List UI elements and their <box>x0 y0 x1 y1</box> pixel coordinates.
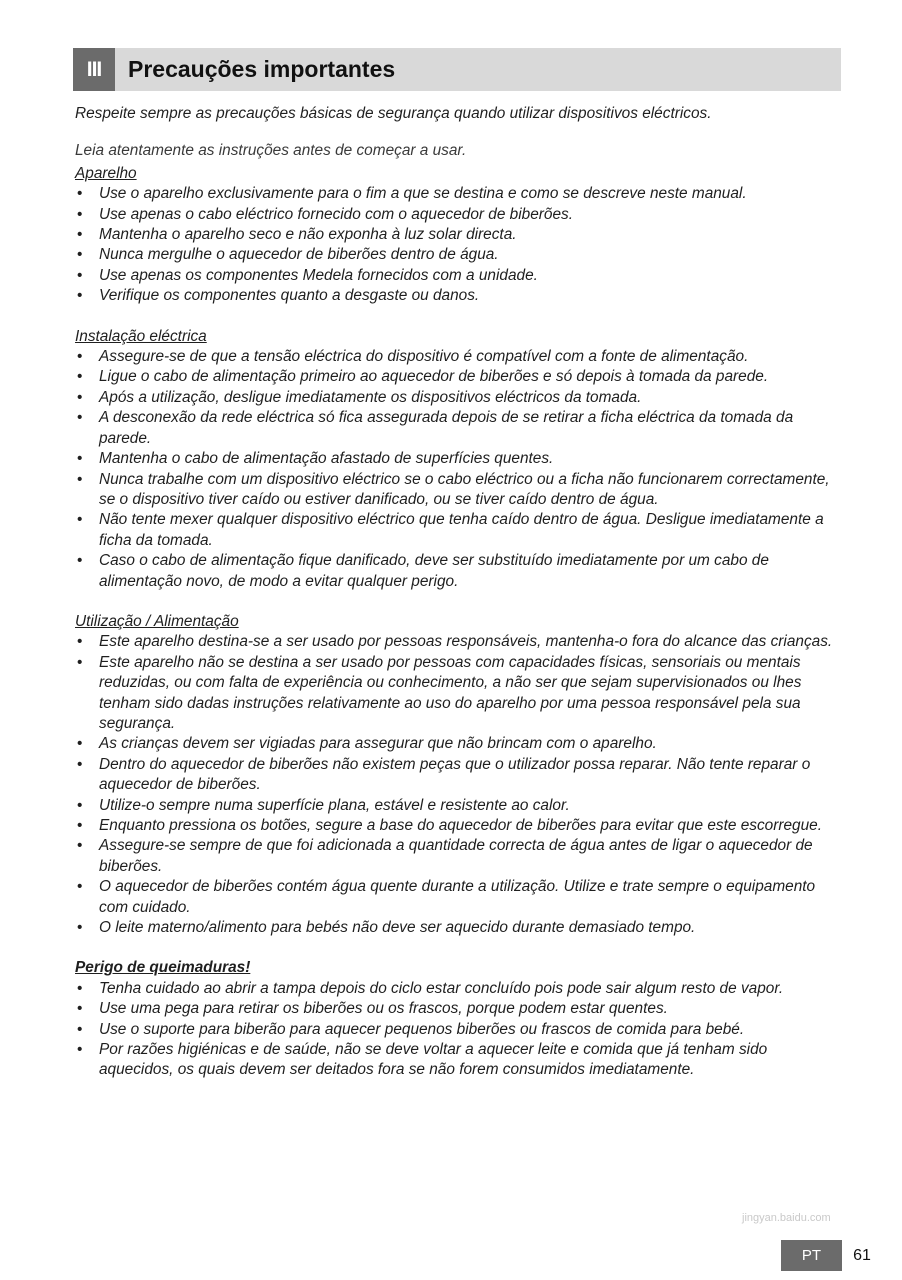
list-item: • Caso o cabo de alimentação fique danificado, deve ser substituído imediatamente por um cabo de alimentação novo, de modo a evitar qualquer perigo. <box>75 551 845 592</box>
intro-text: Respeite sempre as precauções básicas de segurança quando utilizar dispositivos eléctricos. <box>75 105 712 122</box>
list-item: • Por razões higiénicas e de saúde, não se deve voltar a aquecer leite e comida que já tenham sido aquecidos, os quais devem ser deitados fora se não forem consumidos imediatamente. <box>75 1040 845 1081</box>
list-item: • O aquecedor de biberões contém água quente durante a utilização. Utilize e trate sempre o equipamento com cuidado. <box>75 877 845 918</box>
list-item: • Use uma pega para retirar os biberões ou os frascos, porque podem estar quentes. <box>75 999 845 1019</box>
bullet-list <box>75 184 845 306</box>
list-item: • Não tente mexer qualquer dispositivo eléctrico que tenha caído dentro de água. Desligue imediatamente a ficha da tomada. <box>75 510 845 551</box>
list-item: • Verifique os componentes quanto a desgaste ou danos. <box>75 286 845 306</box>
list-item: • Assegure-se de que a tensão eléctrica do dispositivo é compatível com a fonte de alimentação. <box>75 347 845 367</box>
list-item: • Este aparelho não se destina a ser usado por pessoas com capacidades físicas, sensoriais ou mentais reduzidas, ou com falta de experiência ou conhecimento, a não ser que sejam supervisionados ou lhes tenham sido dadas instruções relativamente ao uso do aparelho por uma pessoa responsável pela sua segurança. <box>75 653 845 735</box>
list-item: • Ligue o cabo de alimentação primeiro ao aquecedor de biberões e só depois à tomada da parede. <box>75 367 845 387</box>
list-item: • Mantenha o aparelho seco e não exponha à luz solar directa. <box>75 225 845 245</box>
list-item: • Use o suporte para biberão para aquecer pequenos biberões ou frascos de comida para bebé. <box>75 1020 845 1040</box>
section-aparelho <box>75 164 845 307</box>
list-item: • Mantenha o cabo de alimentação afastado de superfícies quentes. <box>75 449 845 469</box>
section-perigo-queimaduras <box>75 958 845 1080</box>
list-item: • Enquanto pressiona os botões, segure a base do aquecedor de biberões para evitar que este escorregue. <box>75 816 845 836</box>
section-title: Instalação eléctrica <box>75 327 207 345</box>
document-body <box>75 100 845 1081</box>
intro-text-2: Leia atentamente as instruções antes de começar a usar. <box>75 142 467 160</box>
section-title: Utilização / Alimentação <box>75 612 239 630</box>
section-number: III <box>73 48 115 91</box>
list-item: • Assegure-se sempre de que foi adicionada a quantidade correcta de água antes de ligar o aquecedor de biberões. <box>75 836 845 877</box>
page-title: Precauções importantes <box>128 56 396 82</box>
list-item: • Use o aparelho exclusivamente para o fim a que se destina e como se descreve neste manual. <box>75 184 845 204</box>
language-tag: PT <box>781 1240 842 1271</box>
list-item: • A desconexão da rede eléctrica só fica assegurada depois de se retirar a ficha eléctrica da tomada da parede. <box>75 408 845 449</box>
list-item: • Nunca mergulhe o aquecedor de biberões dentro de água. <box>75 245 845 265</box>
section-title: Perigo de queimaduras! <box>75 959 251 977</box>
bullet-list <box>75 632 845 938</box>
section-instalacao-electrica <box>75 327 845 592</box>
section-utilizacao-alimentacao <box>75 612 845 939</box>
list-item: • Após a utilização, desligue imediatamente os dispositivos eléctricos da tomada. <box>75 388 845 408</box>
list-item: • As crianças devem ser vigiadas para assegurar que não brincam com o aparelho. <box>75 734 845 754</box>
list-item: • Este aparelho destina-se a ser usado por pessoas responsáveis, mantenha-o fora do alcance das crianças. <box>75 632 845 652</box>
watermark: jingyan.baidu.com <box>742 1212 831 1224</box>
section-header <box>73 48 841 91</box>
section-title: Aparelho <box>75 164 137 182</box>
bullet-list <box>75 979 845 1081</box>
page-number: 61 <box>853 1246 871 1264</box>
list-item: • O leite materno/alimento para bebés não deve ser aquecido durante demasiado tempo. <box>75 918 845 938</box>
list-item: • Utilize-o sempre numa superfície plana, estável e resistente ao calor. <box>75 796 845 816</box>
bullet-list <box>75 347 845 592</box>
list-item: • Nunca trabalhe com um dispositivo eléctrico se o cabo eléctrico ou a ficha não funcionarem correctamente, se o dispositivo tiver caído ou estiver danificado, ou se tiver caído dentro de água. <box>75 470 845 511</box>
list-item: • Tenha cuidado ao abrir a tampa depois do ciclo estar concluído pois pode sair algum resto de vapor. <box>75 979 845 999</box>
list-item: • Dentro do aquecedor de biberões não existem peças que o utilizador possa reparar. Não tente reparar o aquecedor de biberões. <box>75 755 845 796</box>
list-item: • Use apenas o cabo eléctrico fornecido com o aquecedor de biberões. <box>75 205 845 225</box>
list-item: • Use apenas os componentes Medela fornecidos com a unidade. <box>75 266 845 286</box>
